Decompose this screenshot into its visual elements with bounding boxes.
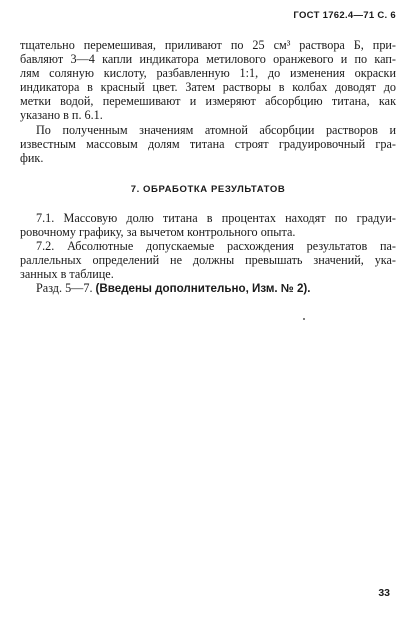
text-line: лям соляную кислоту, разбавленную 1:1, до изменения окраски bbox=[20, 66, 396, 81]
amendment-prefix: Разд. 5—7. bbox=[36, 281, 96, 296]
amendment-note bbox=[20, 281, 396, 296]
text-line: тщательно перемешивая, приливают по 25 см³ раствора Б, при- bbox=[20, 38, 396, 52]
text-line bbox=[20, 281, 396, 296]
text-line: метки водой, перемешивают и измеряют абсорбцию титана, как bbox=[20, 94, 396, 109]
amendment-bold-text: (Введены дополнительно, Изм. № 2). bbox=[95, 282, 311, 296]
running-header: ГОСТ 1762.4—71 С. 6 bbox=[293, 10, 396, 21]
page-number: 33 bbox=[378, 587, 390, 599]
text-line: фик. bbox=[20, 150, 44, 165]
text-line: ровочному графику, за вычетом контрольного опыта. bbox=[20, 225, 296, 240]
scan-speck bbox=[303, 318, 305, 320]
text-line: известным массовым долям титана строят градуировочный гра- bbox=[20, 136, 396, 151]
text-line: По полученным значениям атомной абсорбции растворов и bbox=[36, 122, 396, 137]
paragraph-calibration-graph bbox=[20, 123, 396, 165]
page-content bbox=[20, 38, 396, 297]
paragraph-continuation bbox=[20, 38, 396, 123]
paragraph-7-2 bbox=[20, 239, 396, 281]
text-line: 7.1. Массовую долю титана в процентах находят по градуи- bbox=[36, 210, 396, 225]
text-line: 7.2. Абсолютные допускаемые расхождения результатов па- bbox=[36, 239, 396, 254]
text-line: указано в п. 6.1. bbox=[20, 108, 103, 123]
section-heading: 7. ОБРАБОТКА РЕЗУЛЬТАТОВ bbox=[130, 183, 286, 195]
text-line: занных в таблице. bbox=[20, 267, 114, 282]
paragraph-7-1 bbox=[20, 211, 396, 239]
text-line: раллельных определений не должны превышать значений, ука- bbox=[20, 253, 396, 268]
text-line: бавляют 3—4 капли индикатора метилового оранжевого и по кап- bbox=[20, 52, 396, 67]
text-line: индикатора в красный цвет. Затем растворы в колбах доводят до bbox=[20, 80, 396, 95]
